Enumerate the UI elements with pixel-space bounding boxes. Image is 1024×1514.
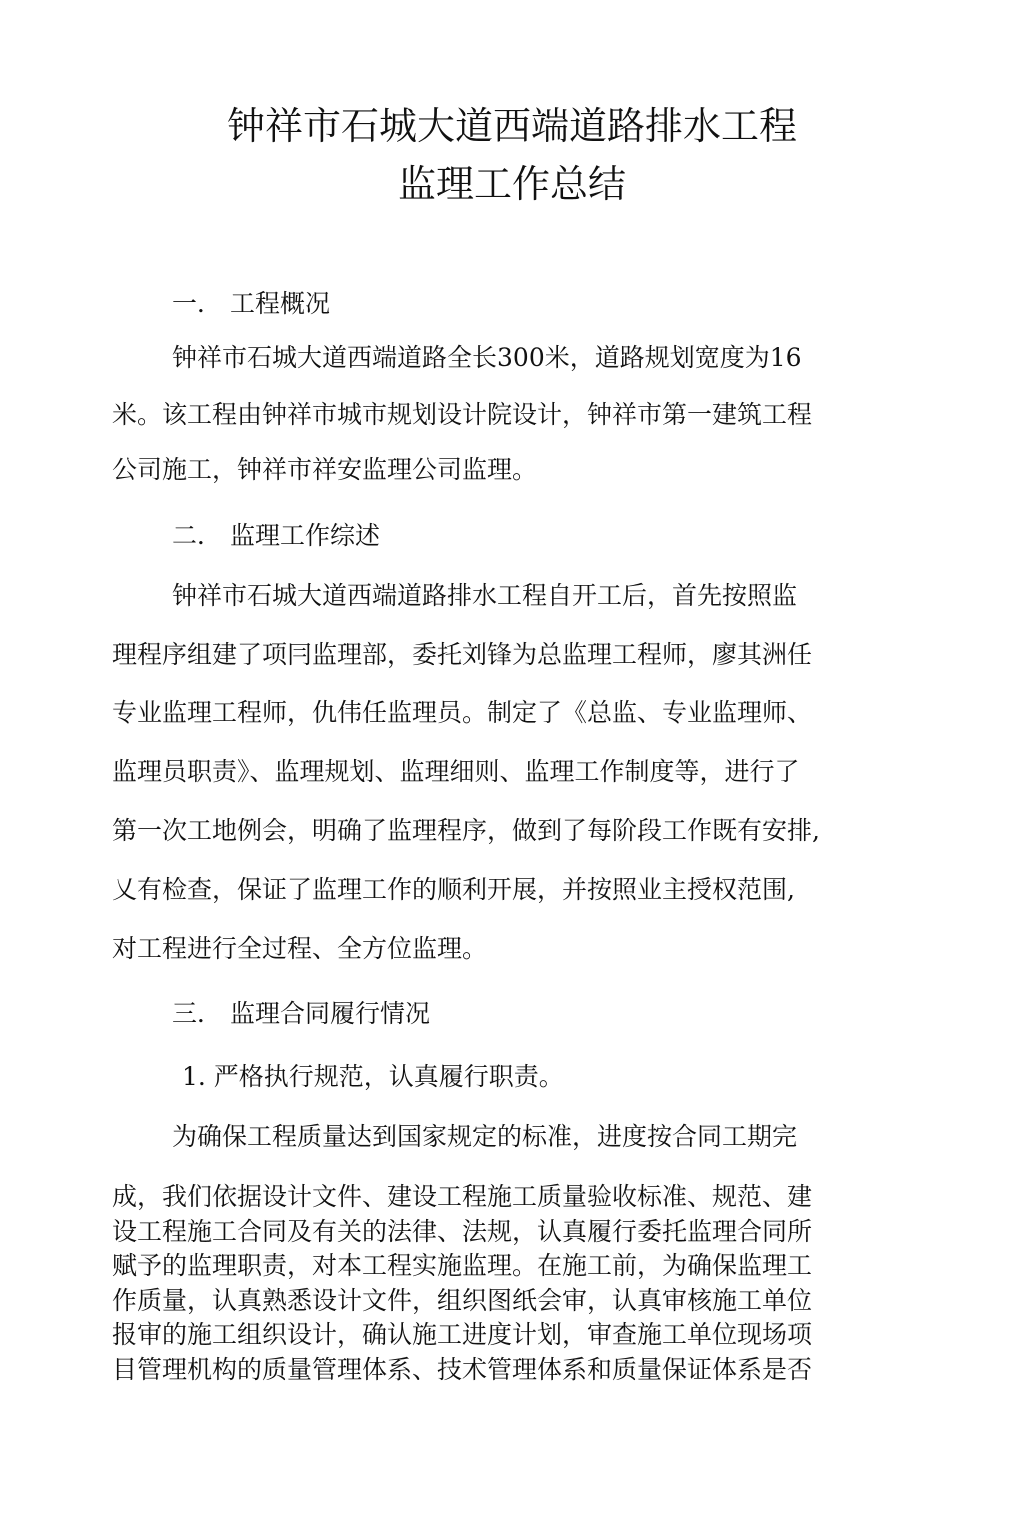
paragraph-line: 成，我们依据设计文件、建设工程施工质量验收标准、规范、建 xyxy=(112,1182,813,1211)
document-title-line-1: 钟祥市石城大道西端道路排水工程 xyxy=(226,104,797,148)
paragraph-line: 设工程施工合同及有关的法律、法规，认真履行委托监理合同所 xyxy=(112,1216,813,1246)
paragraph-line: 赋予的监理职责，对本工程实施监理。在施工前，为确保监理工 xyxy=(112,1251,813,1280)
paragraph-line: 为确保工程质量达到国家规定的标准，进度按合同工期完 xyxy=(172,1122,798,1151)
section-2-heading: 二． 监理工作综述 xyxy=(172,521,380,550)
paragraph-line: 米。该工程由钟祥市城市规划设计院设计，钟祥市第一建筑工程 xyxy=(112,400,813,429)
paragraph-line: 作质量，认真熟悉设计文件，组织图纸会审，认真审核施工单位 xyxy=(112,1285,813,1315)
paragraph-line: 第一次工地例会，明确了监理程序，做到了每阶段工作既有安排, xyxy=(112,816,820,845)
paragraph-line: 公司施工，钟祥市祥安监理公司监理。 xyxy=(112,455,538,484)
list-item-1: 1. 严格执行规范，认真履行职责。 xyxy=(182,1062,564,1091)
paragraph-line: 专业监理工程师，仇伟任监理员。制定了《总监、专业监理师、 xyxy=(112,698,813,727)
paragraph-line: 报审的施工组织设计，确认施工进度计划，审查施工单位现场项 xyxy=(112,1320,813,1349)
section-3-heading: 三． 监理合同履行情况 xyxy=(172,999,430,1028)
paragraph-line: 目管理机构的质量管理体系、技术管理体系和质量保证体系是否 xyxy=(112,1354,813,1384)
document-title-line-2: 监理工作总结 xyxy=(397,162,626,206)
paragraph-line: 钟祥市石城大道西端道路全长300米，道路规划宽度为16 xyxy=(172,343,802,372)
paragraph-line: 乂有检查，保证了监理工作的顺利开展，并按照业主授权范围, xyxy=(112,875,795,904)
section-1-heading: 一． 工程概况 xyxy=(172,289,330,318)
paragraph-line: 理程序组建了项冃监理部，委托刘锋为总监理工程师，廖其洲任 xyxy=(112,640,813,669)
paragraph-line: 监理员职责》、监理规划、监理细则、监理工作制度等，进行了 xyxy=(112,757,800,786)
paragraph-line: 对工程进行全过程、全方位监理。 xyxy=(112,934,488,963)
dense-paragraph xyxy=(112,1180,872,1387)
paragraph-line: 钟祥市石城大道西端道路排水工程自开工后，首先按照监 xyxy=(172,581,798,610)
